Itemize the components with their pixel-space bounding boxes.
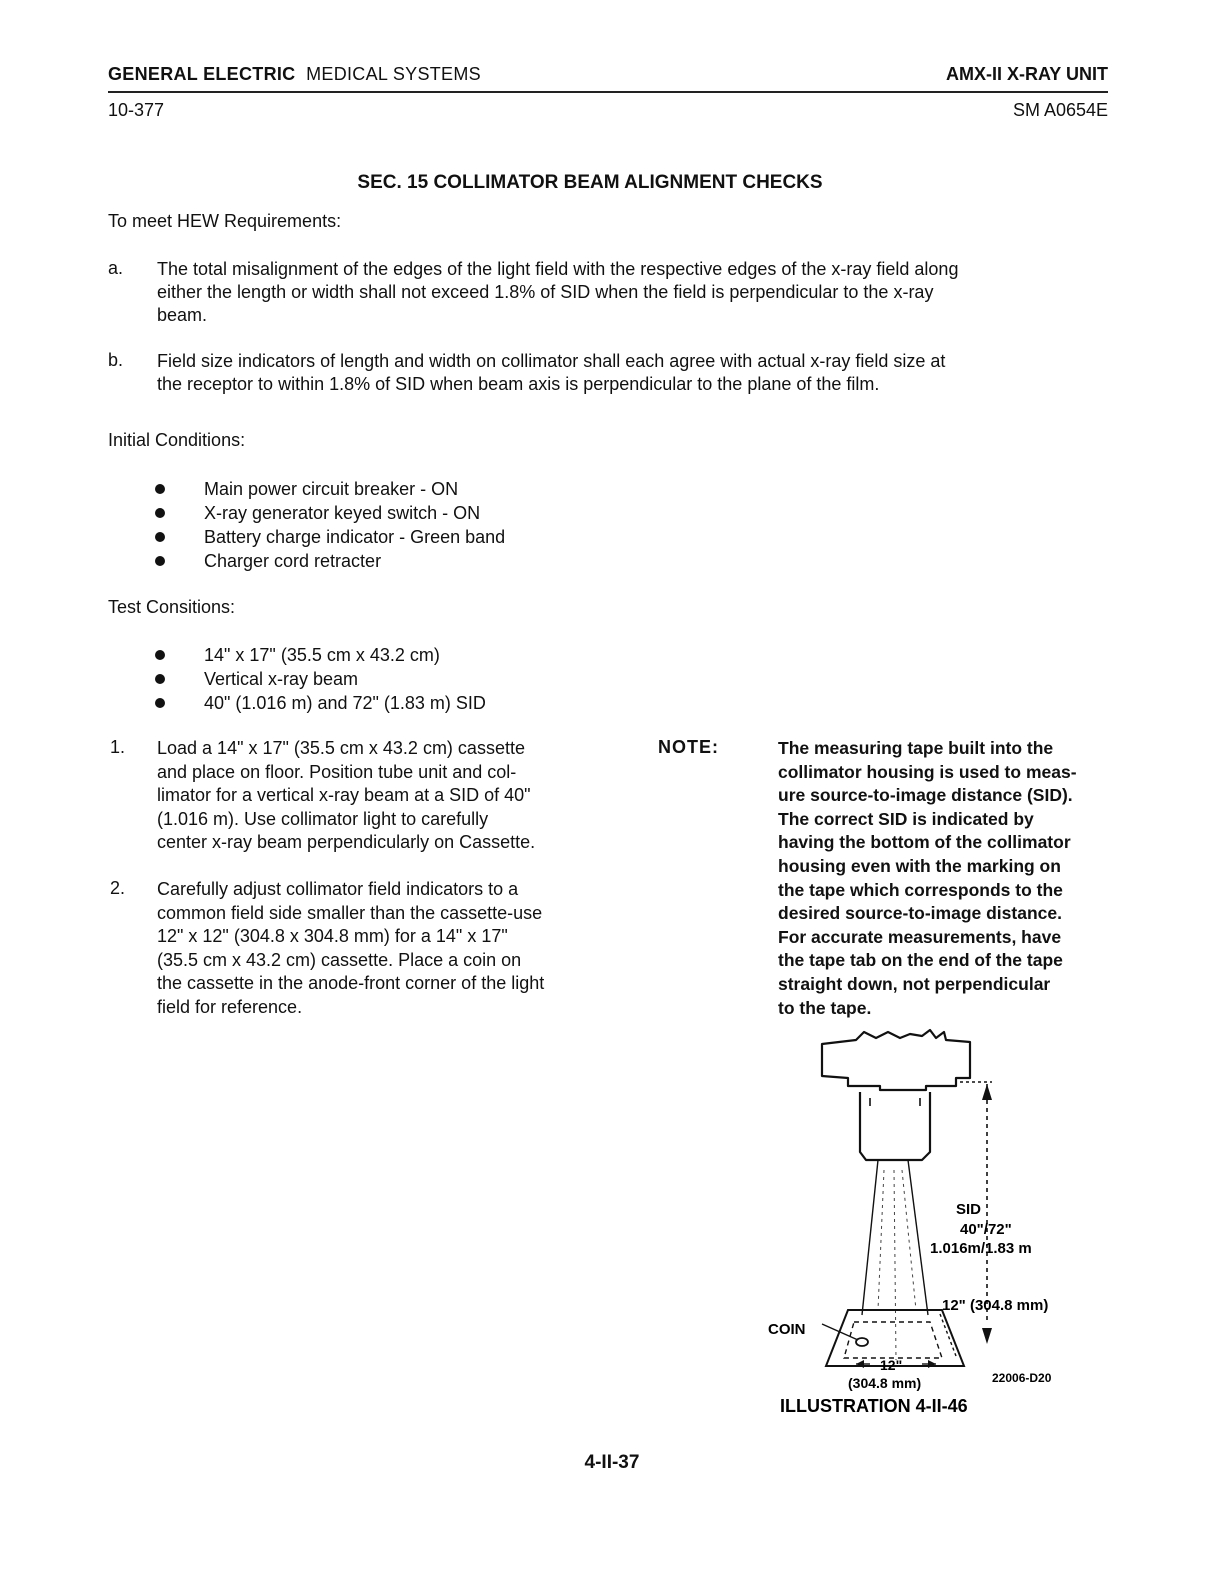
list-item: Battery charge indicator - Green band [155,525,505,549]
step-2-number: 2. [110,878,126,898]
initial-conditions-label: Initial Conditions: [108,430,246,450]
step-line: limator for a vertical x-ray beam at a SID of 40" [157,785,531,806]
side-dimension-label: 12" (304.8 mm) [942,1297,1049,1314]
step-line: Carefully adjust collimator field indicators to a [157,879,519,899]
beam-center [894,1170,896,1360]
requirement-line: beam. [157,305,208,325]
note-line: desired source-to-image distance. [778,903,1062,924]
note-label: NOTE: [658,737,719,757]
requirement-line: Field size indicators of length and width on collimator shall each agree with actual x-ray field size at [157,351,946,371]
note-line: straight down, not perpendicular [778,973,1051,994]
step-line: field for reference. [157,996,303,1017]
step-line: and place on floor. Position tube unit and col- [157,761,517,782]
note-line: For accurate measurements, have [778,926,1062,947]
requirement-line: The total misalignment of the edges of the light field with the respective edges of the x-ray field along [157,259,959,279]
collimator-inner-line [870,1098,920,1106]
page-number: 4-II-37 [584,1452,640,1473]
requirement-line: either the length or width shall not exceed 1.8% of SID when the field is perpendicular to the x-ray [157,282,934,302]
illustration-caption: ILLUSTRATION 4-II-46 [780,1396,968,1416]
test-conditions-label: Test Consitions: [108,597,236,617]
tube-head-outline [822,1030,970,1090]
step-line: center x-ray beam perpendicularly on Cassette. [157,832,536,853]
sid-arrow-up [982,1084,992,1100]
sid-meters: 1.016m/1.83 m [930,1240,1032,1257]
list-item: Charger cord retracter [155,549,505,573]
note-text [778,737,1118,1020]
step-2-text [157,878,627,1020]
step-1-text [157,737,627,855]
sid-inches: 40"/72" [960,1221,1012,1238]
list-item: X-ray generator keyed switch - ON [155,501,505,525]
beam-line-left [862,1160,878,1315]
note-line: collimator housing is used to meas- [778,761,1077,782]
requirement-a-text [157,258,1117,327]
step-line: common field side smaller than the cassette-use [157,902,543,923]
header-divider [108,91,1108,93]
sm-number: SM A0654E [1012,100,1108,120]
note-line: having the bottom of the collimator [778,832,1071,853]
beam-dash-left [878,1170,884,1310]
requirement-line: the receptor to within 1.8% of SID when beam axis is perpendicular to the plane of the film. [157,374,880,394]
note-line: to the tape. [778,997,872,1018]
header-product: AMX-II X-RAY UNIT [945,64,1108,84]
step-1-number: 1. [110,737,126,757]
requirement-a-label: a. [108,258,124,278]
collimator-illustration [760,1020,1100,1440]
test-conditions-list [155,643,486,715]
step-line: (1.016 m). Use collimator light to carefully [157,808,489,829]
note-line: The measuring tape built into the [778,738,1054,758]
list-item: 40" (1.016 m) and 72" (1.83 m) SID [155,691,486,715]
list-item: Vertical x-ray beam [155,667,486,691]
section-intro: To meet HEW Requirements: [108,211,342,231]
beam-line-right [908,1160,928,1315]
step-line: the cassette in the anode-front corner of the light [157,973,545,994]
drawing-id: 22006-D20 [992,1371,1052,1385]
list-item: 14" x 17" (35.5 cm x 43.2 cm) [155,643,486,667]
side-dim-line [940,1314,956,1356]
note-line: the tape tab on the end of the tape [778,950,1063,971]
company-name: GENERAL ELECTRIC [108,64,296,84]
bottom-dimension-mm: (304.8 mm) [848,1375,922,1391]
note-line: the tape which corresponds to the [778,879,1063,900]
bottom-dimension-label: 12" [880,1357,903,1373]
sid-arrow-down [982,1328,992,1344]
header-company [108,64,481,85]
requirement-b-label: b. [108,350,124,370]
beam-dash-right [902,1170,916,1310]
note-line: The correct SID is indicated by [778,808,1034,829]
section-title: SEC. 15 COLLIMATOR BEAM ALIGNMENT CHECKS [357,172,823,193]
step-line: Load a 14" x 17" (35.5 cm x 43.2 cm) cassette [157,738,525,758]
doc-number: 10-377 [108,100,165,120]
note-line: ure source-to-image distance (SID). [778,785,1073,806]
list-item: Main power circuit breaker - ON [155,477,505,501]
initial-conditions-list [155,477,505,573]
note-line: housing even with the marking on [778,855,1061,876]
sid-label: SID [956,1201,982,1218]
company-division: MEDICAL SYSTEMS [306,64,481,84]
coin-label: COIN [768,1321,806,1338]
requirement-b-text [157,350,1117,396]
light-field-outline [844,1322,942,1358]
step-line: (35.5 cm x 43.2 cm) cassette. Place a coin on [157,949,522,970]
step-line: 12" x 12" (304.8 x 304.8 mm) for a 14" x 17" [157,926,508,947]
